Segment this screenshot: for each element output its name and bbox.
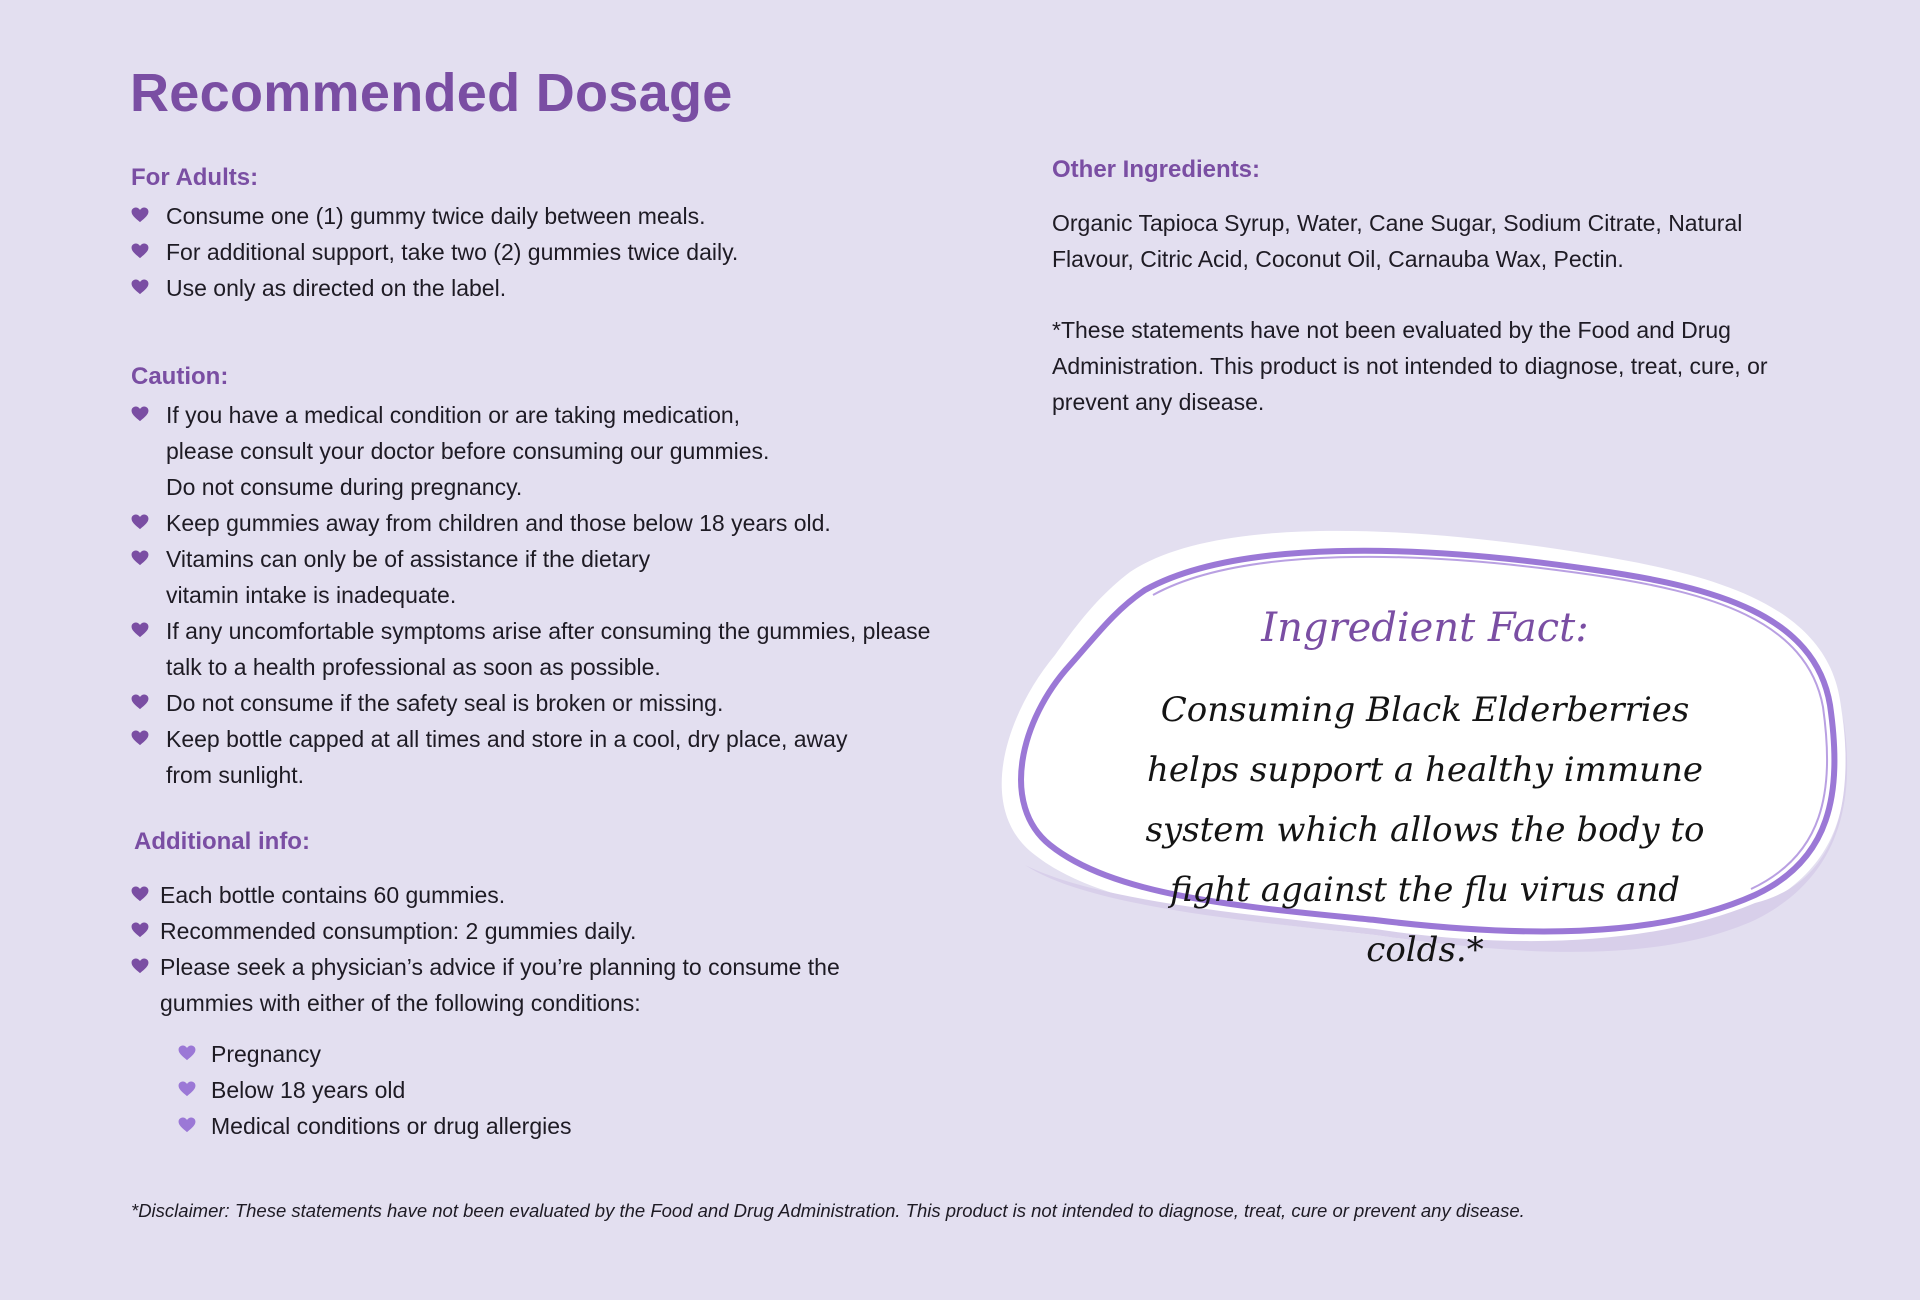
- heart-bullet-icon: [131, 958, 149, 974]
- list-item: Pregnancy: [178, 1036, 878, 1072]
- heart-bullet-icon: [131, 279, 149, 295]
- heart-bullet-icon: [131, 243, 149, 259]
- ingredient-fact-card: [995, 525, 1855, 1025]
- list-item: Below 18 years old: [178, 1072, 878, 1108]
- ingredients-heading: Other Ingredients:: [1052, 156, 1261, 183]
- list-item: Do not consume if the safety seal is broken or missing.: [131, 685, 931, 721]
- fact-text: Consuming Black Elderberries helps support a healthy immune system which allows the body to fight against the flu virus and colds.*: [1145, 690, 1705, 970]
- heart-bullet-icon: [178, 1045, 196, 1061]
- caution-heading: Caution:: [131, 363, 229, 390]
- heart-bullet-icon: [178, 1081, 196, 1097]
- adults-list: [131, 198, 931, 306]
- heart-bullet-icon: [131, 207, 149, 223]
- heart-bullet-icon: [131, 886, 149, 902]
- list-item: Please seek a physician’s advice if you’re planning to consume the gummies with either of the following conditions:: [131, 949, 900, 1021]
- list-item: Recommended consumption: 2 gummies daily.: [131, 913, 911, 949]
- list-item: If you have a medical condition or are taking medication, please consult your doctor before consuming our gummies. Do not consume during pregnancy.: [131, 397, 796, 505]
- heart-bullet-icon: [131, 694, 149, 710]
- heart-bullet-icon: [131, 922, 149, 938]
- caution-list: [131, 397, 931, 793]
- adults-heading: For Adults:: [131, 164, 259, 191]
- conditions-list: [178, 1036, 878, 1144]
- heart-bullet-icon: [178, 1117, 196, 1133]
- list-item: Each bottle contains 60 gummies.: [131, 877, 911, 913]
- fda-note: *These statements have not been evaluated by the Food and Drug Administration. This product is not intended to diagnose, treat, cure, or prevent any disease.: [1052, 317, 1768, 415]
- heart-bullet-icon: [131, 622, 149, 638]
- footer-disclaimer: *Disclaimer: These statements have not been evaluated by the Food and Drug Administration. This product is not intended to diagnose, treat, cure or prevent any disease.: [131, 1200, 1525, 1221]
- list-item: Consume one (1) gummy twice daily between meals.: [131, 198, 931, 234]
- list-item: Use only as directed on the label.: [131, 270, 931, 306]
- additional-heading: Additional info:: [134, 828, 310, 855]
- heart-bullet-icon: [131, 514, 149, 530]
- additional-list: [131, 877, 911, 1021]
- heart-bullet-icon: [131, 730, 149, 746]
- list-item: Medical conditions or drug allergies: [178, 1108, 878, 1144]
- list-item: Keep bottle capped at all times and store in a cool, dry place, away from sunlight.: [131, 721, 896, 793]
- fact-title: Ingredient Fact:: [1261, 605, 1589, 651]
- list-item: Vitamins can only be of assistance if the dietary vitamin intake is inadequate.: [131, 541, 726, 613]
- heart-bullet-icon: [131, 550, 149, 566]
- page-title: Recommended Dosage: [130, 63, 733, 123]
- ingredients-text: Organic Tapioca Syrup, Water, Cane Sugar, Sodium Citrate, Natural Flavour, Citric Acid, Coconut Oil, Carnauba Wax, Pectin.: [1052, 210, 1743, 272]
- list-item: If any uncomfortable symptoms arise after consuming the gummies, please talk to a health professional as soon as possible.: [131, 613, 966, 685]
- list-item: For additional support, take two (2) gummies twice daily.: [131, 234, 931, 270]
- list-item: Keep gummies away from children and those below 18 years old.: [131, 505, 931, 541]
- heart-bullet-icon: [131, 406, 149, 422]
